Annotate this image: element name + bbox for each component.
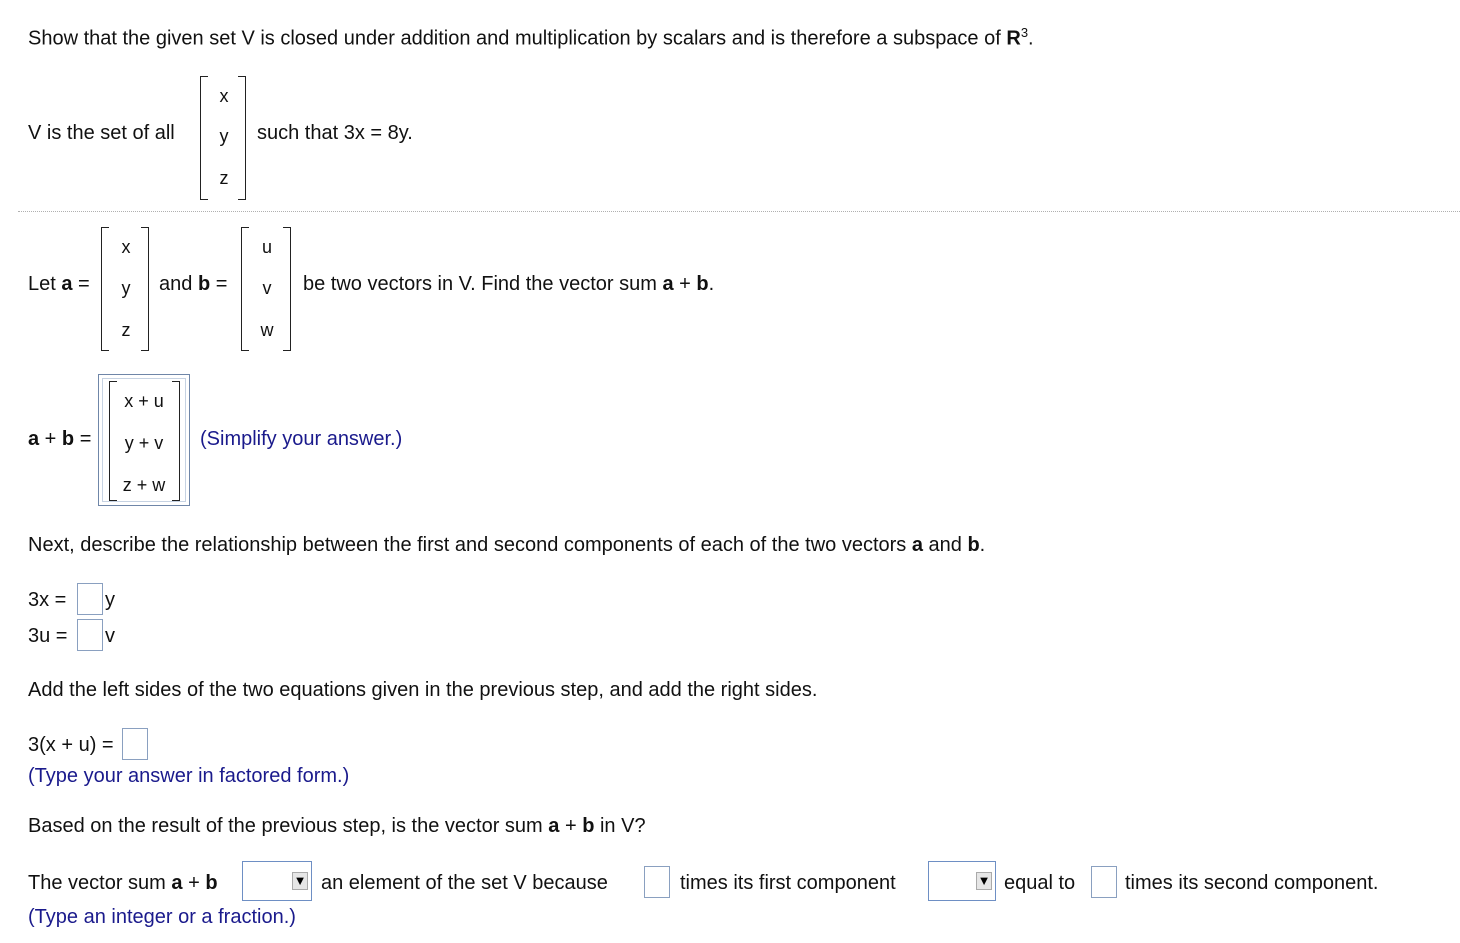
matrix-entry: y: [121, 278, 131, 298]
bracket-right: [172, 381, 180, 501]
bracket-right: [238, 76, 246, 200]
factored-hint: (Type your answer in factored form.): [28, 765, 350, 787]
set-def-prefix: V is the set of all: [28, 122, 175, 144]
eq2-right: v: [105, 625, 115, 647]
space-exponent: 3: [1020, 25, 1029, 40]
bracket-left: [200, 76, 208, 200]
chevron-down-icon: ▼: [293, 873, 307, 888]
problem-statement: Show that the given set V is closed under addition and multiplication by scalars and is therefore a subspace of $R^3$.: [28, 25, 1034, 50]
space-symbol: R: [1006, 27, 1021, 50]
conclusion-end: times its second component.: [1125, 872, 1379, 894]
eq1-right: y: [105, 589, 115, 611]
question-text: Based on the result of the previous step, is the vector sum a + b in V?: [28, 815, 646, 837]
bracket-right: [141, 227, 149, 351]
is-element-dropdown[interactable]: [242, 861, 312, 901]
bracket-left: [109, 381, 117, 501]
sum-answer-box[interactable]: [98, 374, 190, 506]
relationship-text: Next, describe the relationship between the first and second components of each of the two vectors a and b.: [28, 534, 986, 556]
sum-entry: z + w: [122, 475, 166, 495]
bracket-left: [101, 227, 109, 351]
eq1-answer-input[interactable]: [77, 583, 103, 615]
matrix-entry: w: [260, 320, 274, 340]
matrix-entry: y: [219, 126, 229, 146]
simplify-hint: (Simplify your answer.): [200, 428, 403, 450]
bracket-right: [283, 227, 291, 351]
and-b-label: and b =: [159, 273, 228, 295]
matrix-entry: x: [121, 237, 131, 257]
sum-entry: x + u: [124, 391, 164, 411]
divider: [18, 211, 1460, 212]
bracket-left: [241, 227, 249, 351]
add-step-text: Add the left sides of the two equations given in the previous step, and add the right sides.: [28, 679, 818, 701]
eq1-left: 3x =: [28, 589, 67, 611]
chevron-down-icon: ▼: [977, 873, 991, 888]
eq2-left: 3u =: [28, 625, 68, 647]
matrix-entry: z: [219, 168, 229, 188]
matrix-entry: z: [121, 320, 131, 340]
multiplier-1-input[interactable]: [644, 866, 670, 898]
conclusion-pre: The vector sum a + b: [28, 872, 218, 894]
vectors-suffix: be two vectors in V. Find the vector sum a + b.: [303, 273, 715, 295]
is-equal-dropdown[interactable]: [928, 861, 996, 901]
sum-label: a + b =: [28, 428, 92, 450]
conclusion-mid2: times its first component: [680, 872, 896, 894]
factored-answer-input[interactable]: [122, 728, 148, 760]
multiplier-2-input[interactable]: [1091, 866, 1117, 898]
conclusion-mid3: equal to: [1004, 872, 1076, 894]
add-step-lhs: 3(x + u) =: [28, 734, 114, 756]
matrix-entry: u: [261, 237, 272, 257]
matrix-entry: v: [262, 278, 272, 298]
conclusion-mid1: an element of the set V because: [321, 872, 608, 894]
matrix-entry: x: [219, 86, 229, 106]
set-def-condition: such that 3x = 8y.: [257, 122, 413, 144]
let-a-label: Let a =: [28, 273, 90, 295]
sum-entry: y + v: [124, 433, 164, 453]
eq2-answer-input[interactable]: [77, 619, 103, 651]
integer-hint: (Type an integer or a fraction.): [28, 906, 296, 928]
